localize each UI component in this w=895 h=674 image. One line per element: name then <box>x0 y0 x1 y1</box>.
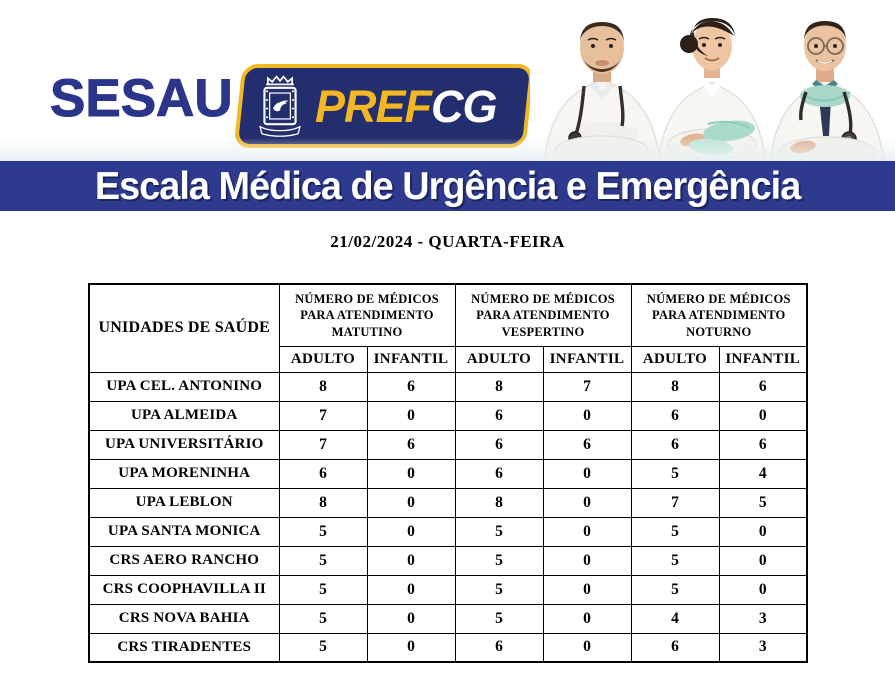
date-line: 21/02/2024 - QUARTA-FEIRA <box>330 232 565 251</box>
health-unit-name: CRS NOVA BAHIA <box>89 604 279 633</box>
doctor-count: 0 <box>367 401 455 430</box>
doctor-count: 0 <box>367 575 455 604</box>
prefcg-logo-cg: CG <box>431 80 497 132</box>
doctor-count: 3 <box>719 604 807 633</box>
health-unit-name: UPA MORENINHA <box>89 459 279 488</box>
prefcg-badge-content <box>254 64 524 148</box>
doctor-count: 8 <box>279 372 367 401</box>
doctor-count: 0 <box>367 517 455 546</box>
column-group-noturno: NÚMERO DE MÉDICOS PARA ATENDIMENTO NOTURNO <box>631 284 807 346</box>
table-row <box>89 546 807 575</box>
doctor-count: 8 <box>455 372 543 401</box>
doctor-count: 0 <box>719 401 807 430</box>
schedule-table <box>88 283 808 663</box>
doctor-count: 8 <box>631 372 719 401</box>
doctor-count: 6 <box>279 459 367 488</box>
health-unit-name: CRS TIRADENTES <box>89 633 279 662</box>
doctor-count: 6 <box>455 401 543 430</box>
doctor-count: 6 <box>631 633 719 662</box>
doctor-count: 3 <box>719 633 807 662</box>
health-unit-name: UPA CEL. ANTONINO <box>89 372 279 401</box>
campo-grande-coat-of-arms-icon <box>254 74 306 138</box>
column-header-infantil-matutino: INFANTIL <box>367 346 455 372</box>
doctor-count: 5 <box>455 517 543 546</box>
doctor-count: 0 <box>367 459 455 488</box>
doctor-count: 6 <box>455 633 543 662</box>
page-title: Escala Médica de Urgência e Emergência <box>94 164 801 208</box>
column-group-vespertino: NÚMERO DE MÉDICOS PARA ATENDIMENTO VESPERTINO <box>455 284 631 346</box>
doctor-count: 6 <box>367 372 455 401</box>
doctor-count: 5 <box>455 604 543 633</box>
table-row <box>89 372 807 401</box>
doctor-count: 6 <box>631 401 719 430</box>
doctor-count: 6 <box>455 430 543 459</box>
doctor-count: 7 <box>279 430 367 459</box>
doctor-count: 0 <box>367 546 455 575</box>
doctor-count: 7 <box>279 401 367 430</box>
table-row <box>89 401 807 430</box>
doctor-count: 8 <box>279 488 367 517</box>
doctor-count: 0 <box>719 575 807 604</box>
table-header <box>89 284 807 372</box>
doctor-count: 0 <box>367 488 455 517</box>
doctor-count: 5 <box>279 517 367 546</box>
doctor-count: 0 <box>543 633 631 662</box>
title-banner <box>0 161 895 211</box>
doctor-count: 0 <box>719 517 807 546</box>
column-header-adulto-matutino: ADULTO <box>279 346 367 372</box>
column-header-adulto-vespertino: ADULTO <box>455 346 543 372</box>
table-row <box>89 517 807 546</box>
table-body <box>89 372 807 662</box>
health-unit-name: UPA SANTA MONICA <box>89 517 279 546</box>
doctor-count: 6 <box>455 459 543 488</box>
health-unit-name: UPA LEBLON <box>89 488 279 517</box>
health-unit-name: UPA UNIVERSITÁRIO <box>89 430 279 459</box>
doctor-count: 4 <box>631 604 719 633</box>
doctor-count: 6 <box>719 372 807 401</box>
table-row <box>89 459 807 488</box>
doctor-count: 4 <box>719 459 807 488</box>
column-group-matutino: NÚMERO DE MÉDICOS PARA ATENDIMENTO MATUTINO <box>279 284 455 346</box>
health-unit-name: CRS AERO RANCHO <box>89 546 279 575</box>
prefcg-wordmark <box>315 80 497 132</box>
doctor-count: 5 <box>631 575 719 604</box>
doctor-count: 6 <box>719 430 807 459</box>
photo-floor-shadow <box>0 138 895 161</box>
table-row <box>89 430 807 459</box>
masthead <box>0 0 895 161</box>
doctor-count: 0 <box>543 604 631 633</box>
doctor-count: 5 <box>631 517 719 546</box>
doctor-count: 0 <box>543 488 631 517</box>
table-row <box>89 488 807 517</box>
sesau-logo: SESAU <box>50 69 233 128</box>
doctor-count: 5 <box>719 488 807 517</box>
column-header-infantil-noturno: INFANTIL <box>719 346 807 372</box>
column-header-infantil-vespertino: INFANTIL <box>543 346 631 372</box>
column-header-adulto-noturno: ADULTO <box>631 346 719 372</box>
doctor-count: 5 <box>279 604 367 633</box>
doctor-count: 5 <box>279 575 367 604</box>
doctor-count: 0 <box>543 401 631 430</box>
doctor-count: 6 <box>543 430 631 459</box>
doctor-count: 0 <box>367 604 455 633</box>
doctor-count: 5 <box>631 546 719 575</box>
doctor-count: 0 <box>543 575 631 604</box>
prefcg-logo <box>238 64 530 148</box>
table-row <box>89 604 807 633</box>
doctor-count: 0 <box>719 546 807 575</box>
doctor-count: 8 <box>455 488 543 517</box>
doctor-count: 7 <box>543 372 631 401</box>
table-row <box>89 633 807 662</box>
health-unit-name: UPA ALMEIDA <box>89 401 279 430</box>
group-header-row <box>89 284 807 346</box>
doctor-count: 5 <box>631 459 719 488</box>
doctor-count: 6 <box>631 430 719 459</box>
doctor-count: 0 <box>543 517 631 546</box>
doctor-count: 5 <box>455 575 543 604</box>
doctor-count: 7 <box>631 488 719 517</box>
doctor-count: 0 <box>543 459 631 488</box>
column-header-units: UNIDADES DE SAÚDE <box>89 284 279 372</box>
doctor-count: 5 <box>455 546 543 575</box>
table-row <box>89 575 807 604</box>
doctor-count: 6 <box>367 430 455 459</box>
doctor-count: 5 <box>279 546 367 575</box>
doctor-count: 0 <box>543 546 631 575</box>
doctor-count: 5 <box>279 633 367 662</box>
health-unit-name: CRS COOPHAVILLA II <box>89 575 279 604</box>
prefcg-logo-pref: PREF <box>315 80 432 132</box>
doctor-count: 0 <box>367 633 455 662</box>
